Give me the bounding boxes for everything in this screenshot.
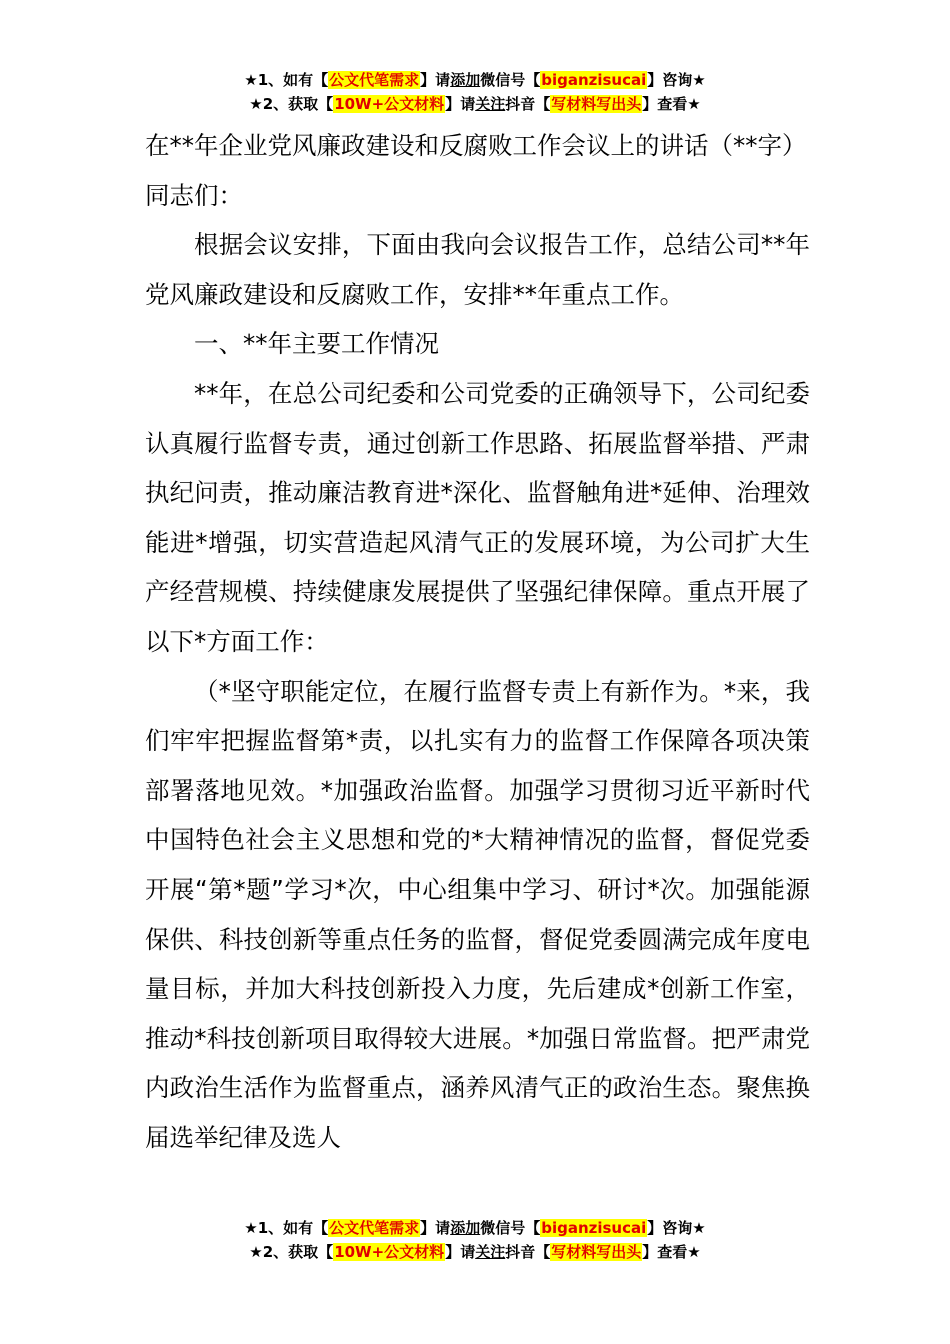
highlight-wechat-id: biganzisucai xyxy=(541,71,647,89)
banner-text: ★1、如有【 xyxy=(244,71,329,89)
footer-banner xyxy=(0,1216,950,1264)
header-banner xyxy=(0,68,950,116)
highlight-wechat-id: biganzisucai xyxy=(541,1219,647,1237)
salutation: 同志们： xyxy=(145,180,243,210)
highlight-douyin: 写材料写出头 xyxy=(551,1243,642,1261)
underlined-text: 关注 xyxy=(475,95,506,113)
banner-text: 】请 xyxy=(445,95,476,113)
paragraph: （*坚守职能定位，在履行监督专责上有新作为。*来，我们牢牢把握监督第*责，以扎实有力的监督工作保障各项决策部署落地见效。*加强政治监督。加强学习贯彻习近平新时代中国特色社会主义思想和党的*大精神情况的监督，督促党委开展“第*题”学习*次，中心组集中学习、研讨*次。加强能源保供、科技创新等重点任务的监督，督促党委圆满完成年度电量目标，并加大科技创新投入力度，先后建成*创新工作室，推动*科技创新项目取得较大进展。*加强日常监督。把严肃党内政治生活作为监督重点，涵养风清气正的政治生态。聚焦换届选举纪律及选人 xyxy=(145,676,810,1152)
document-title: 在**年企业党风廉政建设和反腐败工作会议上的讲话（**字） xyxy=(145,131,807,160)
banner-text: 】查看★ xyxy=(642,95,701,113)
footer-banner-line2 xyxy=(0,1240,950,1264)
banner-text: 抖音【 xyxy=(505,95,551,113)
section-heading: 一、**年主要工作情况 xyxy=(194,329,439,359)
underlined-text: 关注 xyxy=(475,1243,506,1261)
banner-text: ★1、如有【 xyxy=(244,1219,329,1237)
footer-banner-line1 xyxy=(0,1216,950,1240)
banner-text: ★2、获取【 xyxy=(249,1243,334,1261)
paragraph: **年，在总公司纪委和公司党委的正确领导下，公司纪委认真履行监督专责，通过创新工作思路、拓展监督举措、严肃执纪问责，推动廉洁教育进*深化、监督触角进*延伸、治理效能进*增强，切实营造起风清气正的发展环境，为公司扩大生产经营规模、持续健康发展提供了坚强纪律保障。重点开展了以下*方面工作： xyxy=(145,378,810,656)
highlight-materials: 10W+公文材料 xyxy=(334,1243,445,1261)
banner-text: 微信号【 xyxy=(480,1219,541,1237)
banner-text: ★2、获取【 xyxy=(249,95,334,113)
banner-text: 】请 xyxy=(420,71,451,89)
paragraph: 根据会议安排，下面由我向会议报告工作，总结公司**年党风廉政建设和反腐败工作，安排**年重点工作。 xyxy=(145,230,810,309)
banner-text: 】咨询★ xyxy=(647,71,706,89)
underlined-text: 添加 xyxy=(450,1219,481,1237)
header-banner-line1 xyxy=(0,68,950,92)
banner-text: 】咨询★ xyxy=(647,1219,706,1237)
highlight-service: 公文代笔需求 xyxy=(329,71,420,89)
banner-text: 】请 xyxy=(445,1243,476,1261)
highlight-materials: 10W+公文材料 xyxy=(334,95,445,113)
header-banner-line2 xyxy=(0,92,950,116)
banner-text: 抖音【 xyxy=(505,1243,551,1261)
highlight-douyin: 写材料写出头 xyxy=(551,95,642,113)
banner-text: 微信号【 xyxy=(480,71,541,89)
highlight-service: 公文代笔需求 xyxy=(329,1219,420,1237)
banner-text: 】请 xyxy=(420,1219,451,1237)
underlined-text: 添加 xyxy=(450,71,481,89)
banner-text: 】查看★ xyxy=(642,1243,701,1261)
document-body xyxy=(145,121,810,1162)
